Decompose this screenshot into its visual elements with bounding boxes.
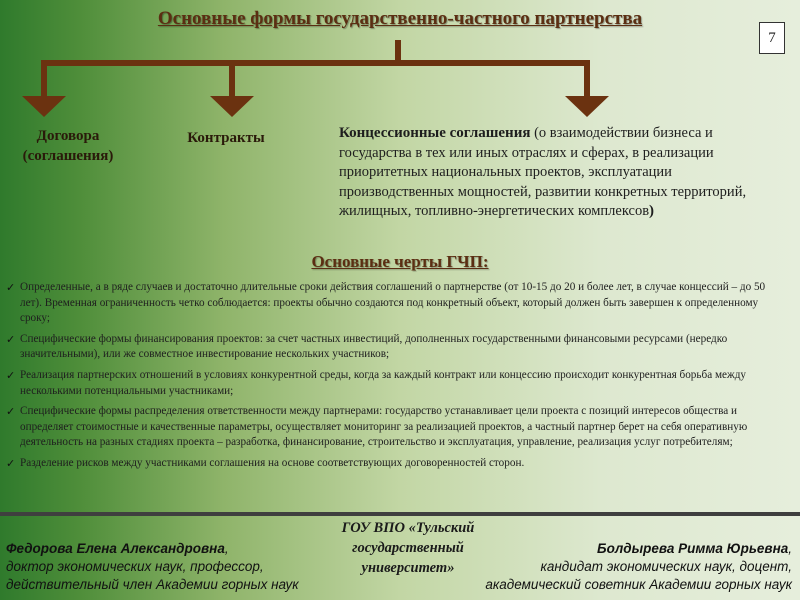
check-icon: ✓	[6, 456, 16, 470]
arrow-concessions-icon	[565, 96, 609, 117]
university-name: ГОУ ВПО «Тульский государственный университет»	[341, 520, 475, 576]
arrow-contracts-icon	[210, 96, 254, 117]
page-number: 7	[759, 22, 785, 54]
author-right-name: Болдырева Римма Юрьевна	[597, 541, 789, 556]
check-icon: ✓	[6, 368, 16, 382]
form-agreements-label: Договора (соглашения)	[22, 128, 114, 164]
form-concessions-desc: (о взаимодействии бизнеса и государства в тех или иных отраслях и сферах, в реализации приоритетных национальных проектов, эксплуатации производственных мощностей, развитии конкретных территорий, жилищных, топливно-энергетических комплексов	[339, 125, 747, 219]
author-left	[6, 540, 346, 594]
author-right-title: академический советник Академии горных наук	[485, 577, 792, 592]
feature-text: Реализация партнерских отношений в условиях конкурентной среды, когда за каждый контракт или концессию происходит конкурентная борьба между несколькими потенциальными участниками;	[20, 368, 747, 397]
form-concessions-block	[339, 124, 784, 222]
forms-tree-diagram	[0, 0, 800, 130]
author-right-degree: кандидат экономических наук, доцент,	[540, 559, 792, 574]
features-list	[6, 280, 786, 477]
author-left-degree: доктор экономических наук, профессор,	[6, 559, 264, 574]
author-left-name: Федорова Елена Александровна	[6, 541, 225, 556]
list-item	[6, 456, 786, 472]
author-left-name-suffix: ,	[224, 541, 229, 556]
author-right-name-suffix: ,	[788, 541, 792, 556]
check-icon: ✓	[6, 405, 16, 419]
author-right	[412, 540, 792, 594]
form-concessions-title: Концессионные соглашения	[339, 125, 531, 141]
check-icon: ✓	[6, 281, 16, 294]
list-item	[6, 280, 786, 327]
page-title: Основные формы государственно-частного партнерства	[157, 8, 643, 29]
features-title: Основные черты ГЧП:	[311, 252, 489, 271]
check-icon: ✓	[6, 332, 16, 346]
list-item	[6, 404, 786, 451]
feature-text: Специфические формы финансирования проектов: за счет частных инвестиций, дополненных государственными финансовыми ресурсами (нередко значительными), или же совместное инвестирование нескольких участников;	[20, 332, 728, 361]
feature-text: Разделение рисков между участниками соглашения на основе соответствующих договоренностей сторон.	[20, 456, 525, 469]
tree-connector-lines	[44, 40, 590, 98]
feature-text: Определенные, а в ряде случаев и достаточно длительные сроки действия соглашений о партнерстве (от 10-15 до 20 и более лет, в случае концессий – до 50 лет). Временная ограниченность четко соблюдается: проекты обычно создаются под конкретный объект, который должен быть завершен к определенному сроку;	[20, 281, 766, 325]
author-left-title: действительный член Академии горных наук	[6, 577, 299, 592]
arrow-agreements-icon	[22, 96, 66, 117]
feature-text: Специфические формы распределения ответственности между партнерами: государство устанавливает цели проекта с позиций интересов общества и определяет стоимостные и качественные параметры, осуществляет мониторинг за реализацией проектов, а частный партнер берет на себя оперативную деятельность на разных стадиях проекта – разработка, финансирование, строительство и эксплуатация, управление, реализация услуг потребителям;	[20, 405, 748, 449]
list-item	[6, 368, 786, 399]
list-item	[6, 332, 786, 363]
form-contracts-label: Контракты	[187, 130, 265, 146]
footer-divider	[0, 512, 800, 516]
form-concessions-close: )	[649, 203, 655, 219]
